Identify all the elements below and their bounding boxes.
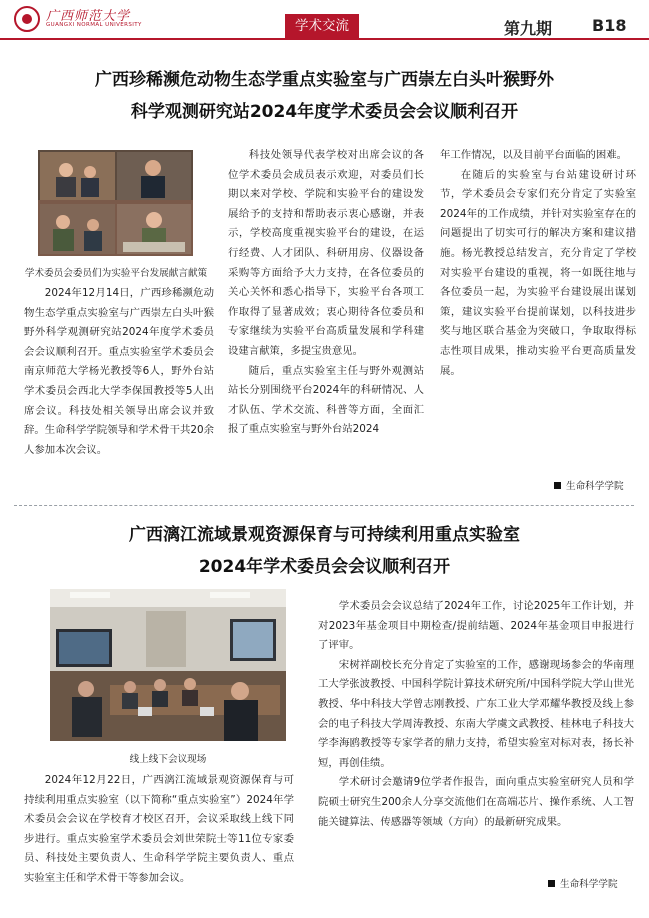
- article2-photo-caption: 线上线下会议现场: [129, 754, 207, 765]
- article2-col1-paragraph: 2024年12月22日，广西漓江流域景观资源保育与可持续利用重点实验室（以下简称“重点实验室”）2024年学术委员会会议在学校育才校区召开，会议采取线上线下同步进行。重点实验室学术委员会刘世荣院士等11位专家委员、科技处主要负责人、生命科学学院主要负责人、重点实验室主任和学术骨干等参加会议。: [24, 774, 294, 884]
- article1-col2-paragraph: 随后，重点实验室主任与野外观测站站长分别围绕平台2024年的科研情况、人才队伍、学术交流、科普等方面，全面汇报了重点实验室与野外台站2024: [228, 364, 424, 436]
- section-tab: 学术交流: [285, 14, 359, 38]
- article2-column-2: [318, 597, 634, 832]
- article1-col2-paragraph: 科技处领导代表学校对出席会议的各位学术委员会成员表示欢迎，对委员们长期以来对学校、学院和实验平台的建设发展给予的支持和帮助表示衷心感谢，并表示，学校高度重视实验平台的建设，在运行经费、人才团队、科研用房、仪器设备采购等方面给予大力支持，在各位委员的关心关怀和悉心指导下，实验平台各项工作取得了显著成效；衷心期待各位委员和专家继续为实验平台高质量发展和学科建设建言献策，多提宝贵意见。: [228, 149, 424, 357]
- article2-title-line2: 2024年学术委员会会议顺利召开: [198, 557, 451, 577]
- article2-source: [548, 876, 618, 890]
- university-seal-icon: [14, 6, 40, 32]
- square-bullet-icon: [554, 482, 561, 489]
- article1-title-line2: 科学观测研究站2024年度学术委员会会议顺利召开: [130, 102, 519, 122]
- article2-col2-paragraph: 学术委员会会议总结了2024年工作，讨论2025年工作计划，并对2023年基金项目中期检查/提前结题、2024年基金项目申报进行了评审。: [318, 600, 634, 652]
- header-rule: [0, 38, 649, 40]
- article-divider: [14, 505, 634, 506]
- article1-title-line1: 广西珍稀濒危动物生态学重点实验室与广西崇左白头叶猴野外: [95, 70, 554, 90]
- article2-col2-paragraph: 学术研讨会邀请9位学者作报告，面向重点实验室研究人员和学院硕士研究生200余人分享交流他们在高端芯片、操作系统、人工智能关键算法、传感器等领域（方向）的最新研究成果。: [318, 776, 634, 828]
- article2-source-text: 生命科学学院: [560, 879, 618, 890]
- square-bullet-icon: [548, 880, 555, 887]
- article2-meeting-photo: [50, 589, 286, 741]
- page-header: [0, 0, 649, 40]
- article1-col1-paragraph: 2024年12月14日，广西珍稀濒危动物生态学重点实验室与广西崇左白头叶猴野外科学观测研究站2024年度学术委员会会议顺利召开。重点实验室学术委员会南京师范大学杨光教授等6人，野外台站学术委员会西北大学李保国教授等5人出席会议。科技处相关领导出席会议并致辞。生命科学学院领导和学术骨干共20余人参加本次会议。: [24, 287, 214, 456]
- article1-column-3: [440, 146, 636, 381]
- university-logo-en: GUANGXI NORMAL UNIVERSITY: [46, 22, 142, 28]
- article1-source-text: 生命科学学院: [566, 481, 624, 492]
- page-number: B18: [592, 16, 627, 35]
- article2-col2-paragraph: 宋树祥副校长充分肯定了实验室的工作，感谢现场参会的华南理工大学张波教授、中国科学院计算技术研究所/中国科学院大学山世光教授、华中科技大学曾志刚教授、广东工业大学邓耀华教授及线上参会的电子科技大学周涛教授、东南大学虞文武教授、桂林电子科技大学李海鸥教授等专家学者的鼎力支持，希望实验室对标对表，扬长补短，再创佳绩。: [318, 658, 634, 769]
- university-logo-cn: 广西师范大学: [46, 9, 131, 24]
- article1-col3-paragraph: 年工作情况，以及目前平台面临的困难。: [440, 149, 628, 161]
- article2-title-line1: 广西漓江流域景观资源保育与可持续利用重点实验室: [129, 525, 520, 545]
- article1-column-2: [228, 146, 424, 440]
- issue-number: 第九期: [504, 19, 553, 38]
- article1-meeting-photo: [38, 150, 193, 256]
- article1-column-1: [24, 284, 214, 460]
- article2-column-1: [24, 771, 294, 889]
- article1-source: [554, 478, 624, 492]
- article1-col3-paragraph: 在随后的实验室与台站建设研讨环节，学术委员会专家们充分肯定了实验室2024年的工作成绩，并针对实验室存在的问题提出了切实可行的解决方案和建议措施。杨光教授总结发言，充分肯定了学校对实验平台建设的重视，将一如既往地与各位委员一起，为实验平台建设展出谋划策，建议实验平台提前谋划，以科技进步奖与地区联合基金为突破口，争取取得标志性项目成果，推动实验平台更高质量发展。: [440, 168, 636, 377]
- article1-photo-caption: 学术委员会委员们为实验平台发展献言献策: [24, 268, 208, 279]
